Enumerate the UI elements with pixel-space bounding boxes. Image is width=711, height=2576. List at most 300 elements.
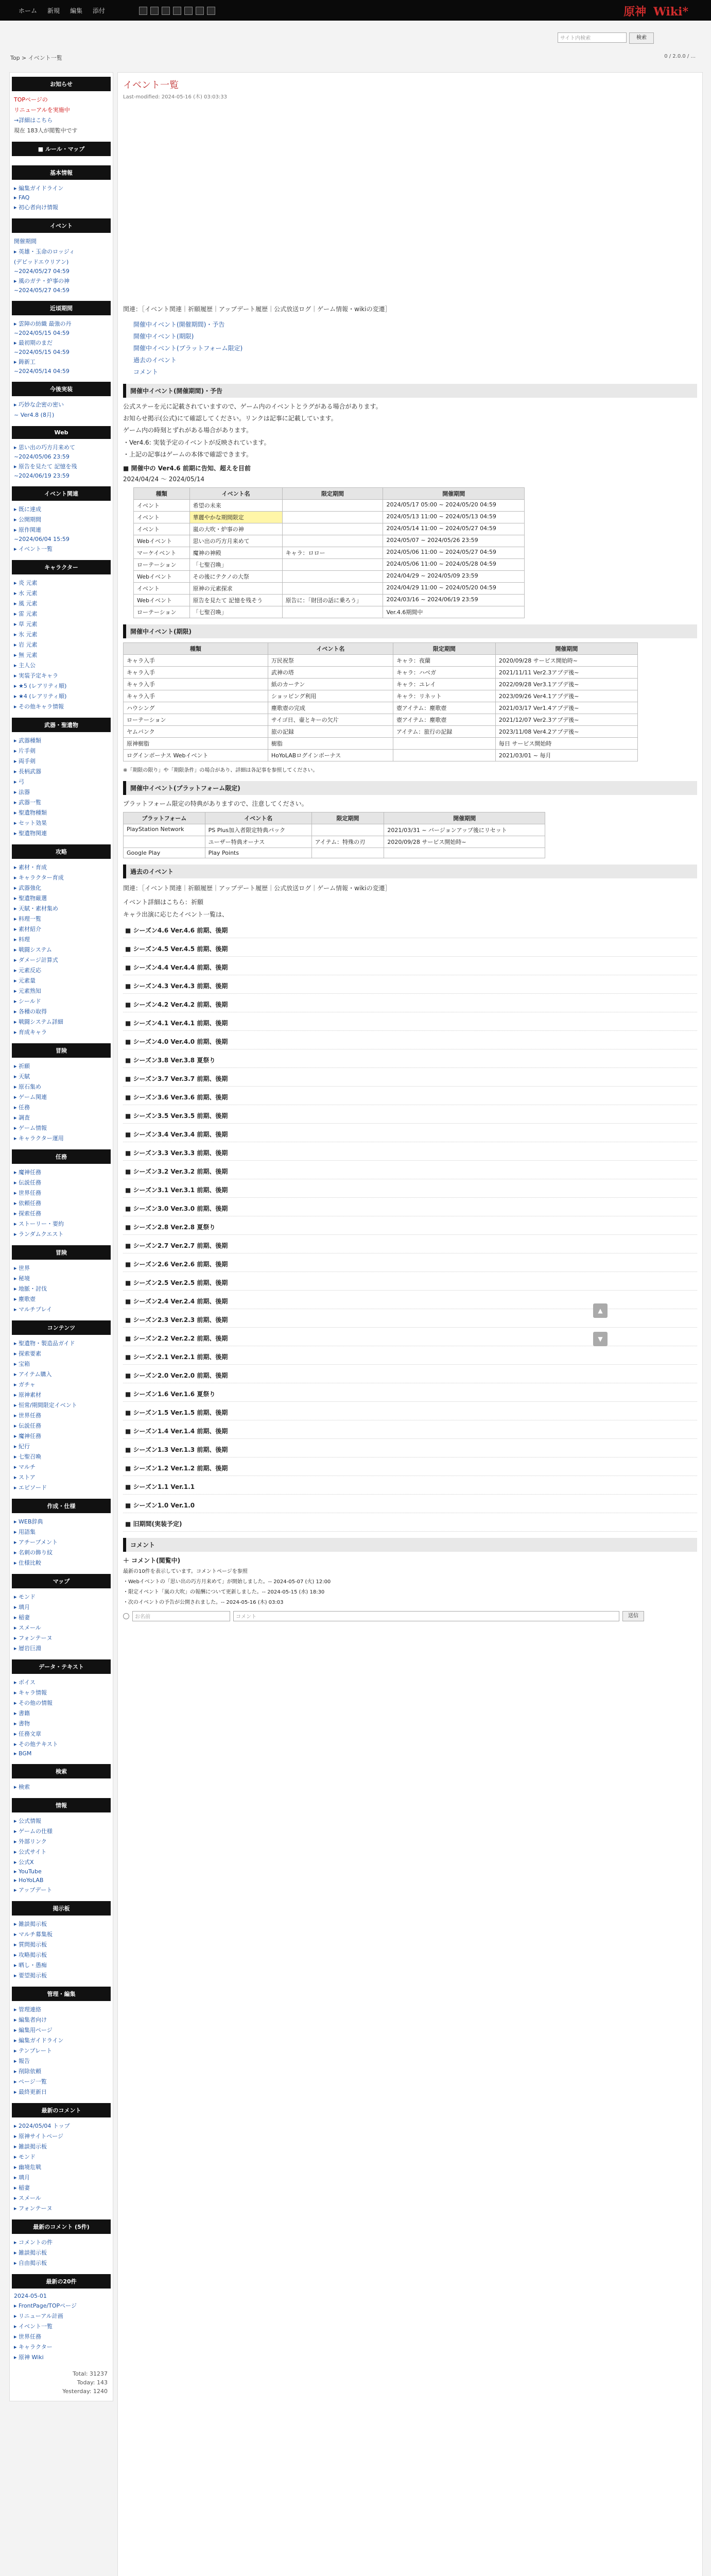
table-cell[interactable]: 紙のカーテン	[268, 679, 393, 690]
sidebar-item[interactable]: ▸ 璃月	[14, 2174, 30, 2181]
sidebar-item[interactable]: ▸ 岩 元素	[14, 641, 38, 648]
sidebar-item[interactable]: ~ Ver4.8 (8月)	[14, 412, 55, 418]
past-season-toggle[interactable]: ■ シーズン1.1 Ver.1.1	[123, 1479, 697, 1495]
past-season-toggle[interactable]: ■ シーズン2.6 Ver.2.6 前期、後期	[123, 1257, 697, 1272]
table-cell	[282, 535, 383, 547]
section-heading: 開催中イベント(期限)	[123, 624, 697, 638]
scroll-up-icon[interactable]: ▲	[593, 1303, 608, 1318]
related-links[interactable]: 関連：［イベント関連｜祈願履歴｜アップデート履歴｜公式放送ログ｜ゲーム情報・wikiの変遷］	[123, 885, 391, 892]
table-cell[interactable]: 旅の記録	[268, 726, 393, 738]
sidebar-item[interactable]: ▸ マルチプレイ	[14, 1306, 53, 1313]
sidebar-item[interactable]: ▸ 両手剣	[14, 758, 36, 765]
past-season-toggle[interactable]: ■ シーズン3.2 Ver.3.2 前期、後期	[123, 1164, 697, 1179]
sidebar-item[interactable]: ▸ ページ一覧	[14, 2078, 47, 2085]
comment-form	[123, 1611, 697, 1621]
table-cell[interactable]: 希望の未来	[189, 500, 282, 512]
sidebar-item[interactable]: ▸ 天賦・素材集め	[14, 905, 59, 912]
sidebar-item[interactable]: ▸ 原神 Wiki	[14, 2354, 44, 2361]
table-cell[interactable]: サイゴ日、壷とキーの欠片	[268, 714, 393, 726]
sidebar-item[interactable]: ▸ 天賦	[14, 1073, 30, 1080]
sidebar-item[interactable]: ~2024/06/04 15:59	[14, 536, 70, 543]
table-cell: イベント	[134, 583, 190, 595]
sidebar-item[interactable]: ▸ セット効果	[14, 820, 47, 826]
past-season-toggle[interactable]: ■ 旧期間(実装予定)	[123, 1516, 697, 1532]
sidebar-item[interactable]: ▸ 思い出の巧方月来めて	[14, 444, 76, 451]
sidebar-item[interactable]: ▸ ダメージ計算式	[14, 957, 58, 963]
sidebar-item[interactable]: ▸ 伝説任務	[14, 1179, 42, 1186]
sidebar-item[interactable]: ▸ 素材紹介	[14, 926, 42, 933]
column-header: イベント名	[189, 488, 282, 500]
past-season-toggle[interactable]: ■ シーズン4.3 Ver.4.3 前期、後期	[123, 978, 697, 994]
sidebar-item[interactable]: ▸ 炎 元素	[14, 580, 38, 586]
sidebar-item[interactable]: ▸ 巧妙な企密の密い	[14, 401, 64, 408]
table-cell: イベント	[134, 500, 190, 512]
toc-item[interactable]: 過去のイベント	[133, 357, 177, 364]
sidebar-item[interactable]: ▸ 地脈・討伐	[14, 1285, 47, 1292]
past-season-toggle[interactable]: ■ シーズン2.5 Ver.2.5 前期、後期	[123, 1275, 697, 1291]
sidebar-item[interactable]: ▸ フォンテーヌ	[14, 1635, 53, 1641]
sidebar-item[interactable]: ~2024/05/06 23:59	[14, 453, 70, 460]
sidebar-item[interactable]: ▸ ゲーム情報	[14, 1125, 47, 1131]
sidebar-item[interactable]: ▸ WEB辞典	[14, 1518, 43, 1525]
sidebar-item[interactable]: ▸ ストーリー・要約	[14, 1221, 64, 1227]
past-season-toggle[interactable]: ■ シーズン2.8 Ver.2.8 夏祭り	[123, 1219, 697, 1235]
sidebar-item[interactable]: ▸ 世界	[14, 1265, 30, 1272]
sidebar-item[interactable]: ▸ ★4 (レアリティ順)	[14, 693, 67, 700]
sidebar-item[interactable]: ▸ 編集ガイドライン	[14, 2037, 64, 2044]
table-cell[interactable]: 嵐の大吹・炉事の神	[189, 523, 282, 535]
sidebar-item[interactable]: ▸ 稲妻	[14, 2184, 30, 2191]
sidebar-item[interactable]: ▸ 元素熟知	[14, 988, 42, 994]
sidebar-item[interactable]: ▸ 要望掲示板	[14, 1972, 47, 1979]
nav-attach[interactable]: 添付	[93, 7, 106, 14]
notice-link[interactable]: →詳細はこちら	[14, 117, 53, 124]
table-cell[interactable]: ショッピング利用	[268, 690, 393, 702]
sidebar-heading: 管理・編集	[12, 1987, 111, 2001]
sidebar-item[interactable]: ▸ 公式サイト	[14, 1849, 47, 1855]
sidebar-heading: 今後実装	[12, 382, 111, 396]
sidebar-item[interactable]: ▸ 恒常/期間限定イベント	[14, 1402, 77, 1409]
tool-icon[interactable]	[139, 7, 147, 15]
table-row	[134, 535, 525, 547]
comment-item: ・限定イベント「嵐の大吹」の報酬について更新しました。-- 2024-05-15 (水) 18:30	[123, 1589, 325, 1595]
table-cell[interactable]: HoYoLABログインボーナス	[268, 750, 393, 761]
sidebar-item[interactable]: ▸ 雑談掲示板	[14, 2143, 47, 2150]
past-season-toggle[interactable]: ■ シーズン1.3 Ver.1.3 前期、後期	[123, 1442, 697, 1458]
toc-item[interactable]: 開催中イベント(期限)	[133, 333, 194, 340]
sidebar-item[interactable]: ▸ 検索	[14, 1784, 30, 1790]
sidebar-item[interactable]: ▸ 2024/05/04 トップ	[14, 2123, 70, 2129]
sidebar-item[interactable]: ▸ 自由掲示板	[14, 2260, 47, 2266]
tool-icon[interactable]	[196, 7, 204, 15]
sidebar-item[interactable]: ▸ 書物	[14, 1720, 30, 1727]
past-season-toggle[interactable]: ■ シーズン3.0 Ver.3.0 前期、後期	[123, 1201, 697, 1216]
tool-icon[interactable]	[184, 7, 193, 15]
sidebar-item[interactable]: ▸ 幽境危戦	[14, 2164, 42, 2171]
search-input[interactable]: サイト内検索	[558, 32, 627, 43]
table-cell[interactable]: 原告を見たて 記憶を残そう	[189, 595, 282, 606]
sidebar-item[interactable]: ▸ 仕様比較	[14, 1560, 42, 1566]
sidebar-item[interactable]: ▸ 雑談掲示板	[14, 1921, 47, 1927]
past-season-toggle[interactable]: ■ シーズン4.6 Ver.4.6 前期、後期	[123, 923, 697, 938]
past-season-toggle[interactable]: ■ シーズン2.7 Ver.2.7 前期、後期	[123, 1238, 697, 1253]
sidebar-heading: イベント関連	[12, 486, 111, 501]
past-season-toggle[interactable]: ■ シーズン2.0 Ver.2.0 前期、後期	[123, 1368, 697, 1383]
sidebar-item[interactable]: ▸ ボイス	[14, 1679, 36, 1686]
sidebar-item[interactable]: ▸ 聖遺物種類	[14, 809, 47, 816]
sidebar-item[interactable]: ▸ スメール	[14, 1624, 41, 1631]
tool-icon[interactable]	[173, 7, 181, 15]
sidebar-item[interactable]: ▸ 探索要素	[14, 1350, 42, 1357]
table-row	[124, 750, 638, 761]
sidebar-heading: データ・テキスト	[12, 1659, 111, 1674]
tool-icon[interactable]	[162, 7, 170, 15]
sidebar-item[interactable]: ▸ 雲陣の紡織 最強の丹	[14, 320, 72, 327]
past-season-toggle[interactable]: ■ シーズン2.1 Ver.2.1 前期、後期	[123, 1349, 697, 1365]
table-cell	[124, 836, 205, 848]
name-input[interactable]: お名前	[132, 1611, 230, 1621]
table-row	[134, 559, 525, 571]
sidebar-item[interactable]: ▸ 雷 元素	[14, 611, 38, 617]
sidebar-item[interactable]: ▸ 依頼任務	[14, 1200, 42, 1207]
sidebar-item[interactable]: ▸ 晒し・愚痴	[14, 1962, 47, 1969]
sidebar-item[interactable]: ▸ マルチ	[14, 1464, 36, 1470]
sidebar-item[interactable]: ▸ 既に達成	[14, 506, 42, 513]
sidebar-item[interactable]: ▸ 元素量	[14, 977, 36, 984]
page-title: イベント一覧	[123, 80, 179, 91]
table-row	[124, 679, 638, 690]
table-cell[interactable]: PS Plus加入者限定特典パック	[205, 824, 311, 836]
past-season-toggle[interactable]: ■ シーズン2.2 Ver.2.2 前期、後期	[123, 1331, 697, 1346]
sidebar-item[interactable]: ▸ 伝説任務	[14, 1422, 42, 1429]
table-cell: PlayStation Network	[124, 824, 205, 836]
submit-button[interactable]: 送信	[622, 1611, 644, 1621]
nav-edit[interactable]: 編集	[70, 7, 83, 14]
section-heading: 開催中イベント(プラットフォーム限定)	[123, 781, 697, 795]
sidebar-item[interactable]: ~2024/05/27 04:59	[14, 268, 70, 275]
notice-line[interactable]: リニューアルを実施中	[14, 107, 70, 113]
table-cell[interactable]: Play Points	[205, 848, 311, 858]
sidebar-item[interactable]: ▸ ゲーム関連	[14, 1094, 47, 1100]
sidebar-heading: 任務	[12, 1149, 111, 1164]
table-cell[interactable]: 「七聖召喚」	[189, 606, 282, 618]
search-button[interactable]: 検索	[629, 32, 654, 44]
sidebar-item[interactable]: ▸ 削除依頼	[14, 2068, 42, 2075]
site-logo[interactable]: 原神 Wiki*	[623, 5, 688, 19]
sidebar-item[interactable]: ▸ 聖遺物・製造品ガイド	[14, 1340, 75, 1347]
table-cell: 壺アイテム：塵歌壺	[393, 714, 495, 726]
table-cell: 2024/04/29 ~ 2024/05/09 23:59	[383, 571, 525, 583]
nav-home[interactable]: ホーム	[19, 7, 38, 14]
sidebar-item[interactable]: ▸ 層岩巨淵	[14, 1645, 42, 1652]
sidebar-item[interactable]: ▸ コメントの件	[14, 2239, 53, 2246]
past-season-toggle[interactable]: ■ シーズン4.2 Ver.4.2 前期、後期	[123, 997, 697, 1012]
sidebar-item[interactable]: 開催期間	[14, 238, 37, 245]
sidebar-item[interactable]: ▸ YouTube	[14, 1868, 42, 1875]
sidebar-item[interactable]: ▸ 稲妻	[14, 1614, 30, 1621]
column-header: 限定期間	[282, 488, 383, 500]
sidebar-item[interactable]: ▸ その他キャラ情報	[14, 703, 64, 710]
sidebar-item[interactable]: ▸ ゲームの仕様	[14, 1828, 53, 1835]
table-cell	[311, 824, 384, 836]
sidebar-item[interactable]: ▸ 攻略掲示板	[14, 1952, 47, 1958]
table-cell[interactable]: 華麗やかな期間限定	[189, 512, 282, 523]
sidebar-item[interactable]: ▸ 編集者向け	[14, 2016, 47, 2023]
sidebar-item[interactable]: ~2024/05/15 04:59	[14, 349, 70, 355]
sidebar-item[interactable]: ▸ 法器	[14, 789, 30, 795]
sidebar-item[interactable]: ▸ 紀行	[14, 1443, 30, 1450]
sidebar-item[interactable]: ▸ 原石集め	[14, 1083, 42, 1090]
sidebar-item[interactable]: ▸ 武器種類	[14, 737, 42, 744]
table-cell	[282, 512, 383, 523]
sidebar-item[interactable]: ▸ 秘境	[14, 1275, 30, 1282]
comment-toggle[interactable]: ＋ コメント(閲覧中)	[123, 1556, 181, 1564]
sidebar-item[interactable]: ▸ モンド	[14, 1594, 36, 1600]
sidebar-item[interactable]: ▸ 素材・育成	[14, 864, 47, 871]
sidebar-item[interactable]: ▸ アチーブメント	[14, 1539, 58, 1546]
sidebar-item[interactable]: ▸ 片手剣	[14, 748, 36, 754]
table-cell[interactable]: その後にテクノの大祭	[189, 571, 282, 583]
table-cell[interactable]: 万民祝祭	[268, 655, 393, 667]
sidebar-item[interactable]: ▸ 魔神任務	[14, 1433, 42, 1439]
past-season-toggle[interactable]: ■ シーズン3.1 Ver.3.1 前期、後期	[123, 1182, 697, 1198]
sidebar-item[interactable]: ▸ 育成キャラ	[14, 1029, 47, 1036]
sidebar-heading: 検索	[12, 1764, 111, 1778]
table-cell[interactable]: ユーザー特典オーナス	[205, 836, 311, 848]
sidebar-item[interactable]: ▸ 水 元素	[14, 590, 38, 597]
radio-icon[interactable]	[123, 1613, 129, 1619]
table-cell[interactable]: 塵歌壺の完成	[268, 702, 393, 714]
sidebar-item[interactable]: ▸ 料理一覧	[14, 916, 42, 922]
sidebar-item[interactable]: ▸ 最初期のまだ	[14, 340, 53, 346]
table-cell	[311, 848, 384, 858]
table-cell: ハウシング	[124, 702, 268, 714]
sidebar-item[interactable]: ▸ 草 元素	[14, 621, 38, 628]
sidebar-item[interactable]: ▸ イベント一覧	[14, 2323, 53, 2330]
past-season-toggle[interactable]: ■ シーズン1.6 Ver.1.6 夏祭り	[123, 1386, 697, 1402]
related-links[interactable]: 関連：［イベント関連｜祈願履歴｜アップデート履歴｜公式放送ログ｜ゲーム情報・wikiの変遷］	[123, 306, 391, 313]
sidebar-heading: イベント	[12, 218, 111, 233]
comment-input[interactable]: コメント	[233, 1611, 619, 1621]
table-cell: Ver.4.6期間中	[383, 606, 525, 618]
sidebar-item[interactable]: ▸ マルチ募集板	[14, 1931, 53, 1938]
sidebar-item[interactable]: ▸ 魔神任務	[14, 1169, 42, 1176]
sidebar-item[interactable]: ▸ 原神素材	[14, 1392, 42, 1398]
past-season-toggle[interactable]: ■ シーズン4.4 Ver.4.4 前期、後期	[123, 960, 697, 975]
sidebar-item[interactable]: ▸ FrontPage/TOPページ	[14, 2302, 77, 2309]
sidebar-item[interactable]: ▸ FAQ	[14, 194, 30, 201]
sidebar-item[interactable]: ▸ 弓	[14, 778, 25, 785]
sidebar-item[interactable]: ▸ 公開期間	[14, 516, 42, 523]
sidebar-item[interactable]: ▸ 管理連絡	[14, 2006, 42, 2013]
sidebar-item[interactable]: ▸ HoYoLAB	[14, 1877, 44, 1884]
table-cell: キャラ入手	[124, 679, 268, 690]
sidebar-item[interactable]: ▸ 調査	[14, 1114, 30, 1121]
sidebar-item[interactable]: ▸ 風 元素	[14, 600, 38, 607]
column-header: 種類	[134, 488, 190, 500]
sidebar-item[interactable]: ▸ モンド	[14, 2154, 36, 2160]
sidebar-item[interactable]: ▸ 聖遺物関連	[14, 830, 47, 837]
sidebar-item[interactable]: ▸ 名刺の飾り紋	[14, 1549, 53, 1556]
sidebar-item[interactable]: ▸ リニューアル計画	[14, 2313, 63, 2319]
table-cell	[393, 738, 495, 750]
sidebar-item[interactable]: 2024-05-01	[14, 2293, 47, 2299]
past-season-toggle[interactable]: ■ シーズン2.3 Ver.2.3 前期、後期	[123, 1312, 697, 1328]
sidebar-item[interactable]: ▸ 書籍	[14, 1710, 30, 1717]
sidebar-item[interactable]: ▸ フォンテーヌ	[14, 2205, 53, 2212]
sidebar-item[interactable]: ▸ 原作関連	[14, 527, 42, 533]
sidebar-item[interactable]: ▸ ガチャ	[14, 1381, 36, 1388]
sidebar-item[interactable]: ▸ 氷 元素	[14, 631, 38, 638]
table-cell: Webイベント	[134, 595, 190, 606]
sidebar-item[interactable]: ▸ 編集用ページ	[14, 2027, 53, 2033]
toc-item[interactable]: 開催中イベント(プラットフォーム限定)	[133, 345, 243, 352]
sidebar-item[interactable]: ▸ 実装予定キャラ	[14, 672, 59, 679]
sidebar-item[interactable]: ▸ 英雄・玉命のロッジィ	[14, 248, 75, 255]
sidebar-item[interactable]: ▸ ★5 (レアリティ順)	[14, 683, 67, 689]
sidebar-item[interactable]: ▸ 原告を見たて 記憶を残	[14, 463, 77, 470]
table-cell: アイテム：特殊の刃	[311, 836, 384, 848]
sidebar-item[interactable]: ▸ 外部リンク	[14, 1838, 47, 1845]
sidebar-item[interactable]: ▸ 報告	[14, 2058, 30, 2064]
past-season-toggle[interactable]: ■ シーズン3.5 Ver.3.5 前期、後期	[123, 1108, 697, 1124]
sidebar-item[interactable]: ▸ テンプレート	[14, 2047, 53, 2054]
column-header: イベント名	[268, 643, 393, 655]
sidebar-item[interactable]: ▸ 料理	[14, 936, 30, 943]
tool-icon[interactable]	[207, 7, 215, 15]
past-season-toggle[interactable]: ■ シーズン3.4 Ver.3.4 前期、後期	[123, 1127, 697, 1142]
sidebar-item[interactable]: ▸ 鋳新工	[14, 359, 36, 365]
sidebar-item[interactable]: ▸ 塵歌壺	[14, 1296, 36, 1302]
sidebar-item[interactable]: ▸ 質問掲示板	[14, 1941, 47, 1948]
table-cell	[282, 571, 383, 583]
nav-new[interactable]: 新規	[47, 7, 60, 14]
table-cell[interactable]: 思い出の巧方月来めて	[189, 535, 282, 547]
sidebar-item[interactable]: ▸ 七聖召喚	[14, 1453, 42, 1460]
past-season-toggle[interactable]: ■ シーズン1.5 Ver.1.5 前期、後期	[123, 1405, 697, 1420]
sidebar-item[interactable]: ▸ 風のガテ・炉事の神	[14, 278, 70, 284]
breadcrumb[interactable]: Top > イベント一覧	[10, 55, 62, 61]
sidebar-item[interactable]: ▸ 世界任務	[14, 1412, 42, 1419]
sidebar-item[interactable]: ~2024/05/15 04:59	[14, 330, 70, 336]
sidebar-item[interactable]: ▸ 元素反応	[14, 967, 42, 974]
sidebar-item[interactable]: ~2024/05/27 04:59	[14, 287, 70, 294]
sidebar-item[interactable]: ▸ 戦闘システム	[14, 946, 52, 953]
sidebar-item[interactable]: ▸ 最終更新日	[14, 2089, 47, 2095]
past-season-toggle[interactable]: ■ シーズン4.1 Ver.4.1 前期、後期	[123, 1015, 697, 1031]
sidebar-item[interactable]: ▸ 宝箱	[14, 1361, 30, 1367]
sidebar-item[interactable]: ▸ 編集ガイドライン	[14, 185, 64, 192]
sidebar-heading: 基本情報	[12, 165, 111, 180]
sidebar-item[interactable]: ▸ ランダムクエスト	[14, 1231, 64, 1238]
sidebar-item[interactable]: (デビッドエウリアン)	[14, 259, 69, 265]
tool-icon[interactable]	[150, 7, 159, 15]
past-season-toggle[interactable]: ■ シーズン3.7 Ver.3.7 前期、後期	[123, 1071, 697, 1087]
sidebar-item[interactable]: ▸ その他テキスト	[14, 1741, 58, 1748]
sidebar-item[interactable]: ▸ 用語集	[14, 1529, 36, 1535]
viewer-count: 現在 183人が閲覧中です	[14, 127, 78, 134]
paragraph: 公式ステーを元に記載されていますので、ゲーム内のイベントとラグがある場合があります。	[123, 403, 382, 410]
sidebar-item[interactable]: ▸ 任務文章	[14, 1731, 42, 1737]
comment-item: ・Webイベントの「思い出の巧方月来めて」が開始しました。-- 2024-05-07 (火) 12:00	[123, 1579, 331, 1585]
sidebar-item[interactable]: ▸ スメール	[14, 2195, 41, 2201]
sidebar-item[interactable]: ▸ 公式情報	[14, 1818, 42, 1824]
sidebar-item[interactable]: ▸ 戦闘システム詳細	[14, 1019, 63, 1025]
sidebar-heading: 情報	[12, 1798, 111, 1812]
sidebar-item[interactable]: ▸ 初心者向け情報	[14, 204, 59, 211]
sidebar-item[interactable]: ▸ 無 元素	[14, 652, 38, 658]
sidebar-item[interactable]: ▸ 雑談掲示板	[14, 2249, 47, 2256]
past-season-toggle[interactable]: ■ シーズン1.4 Ver.1.4 前期、後期	[123, 1423, 697, 1439]
sidebar-item[interactable]: ▸ 武器強化	[14, 885, 42, 891]
sidebar-item[interactable]: ▸ シールド	[14, 998, 41, 1005]
past-season-toggle[interactable]: ■ シーズン4.5 Ver.4.5 前期、後期	[123, 941, 697, 957]
table-cell[interactable]: 武神の塔	[268, 667, 393, 679]
sidebar-heading: 作成・仕様	[12, 1499, 111, 1513]
sidebar-item[interactable]: ▸ キャラクター	[14, 2344, 53, 2350]
sidebar-item[interactable]: ▸ 主人公	[14, 662, 36, 669]
toc-item[interactable]: コメント	[133, 368, 159, 376]
past-season-toggle[interactable]: ■ シーズン2.4 Ver.2.4 前期、後期	[123, 1294, 697, 1309]
sidebar-item[interactable]: ▸ ストア	[14, 1474, 36, 1481]
sidebar-item[interactable]: ▸ 原神サイトページ	[14, 2133, 64, 2140]
column-header: 開催期間	[495, 643, 637, 655]
scroll-down-icon[interactable]: ▼	[593, 1332, 608, 1346]
sidebar-item[interactable]: ~2024/05/14 04:59	[14, 368, 70, 375]
sidebar-item[interactable]: ▸ アイテム購入	[14, 1371, 52, 1378]
sidebar-item[interactable]: ▸ 任務	[14, 1104, 30, 1111]
sidebar-item[interactable]: ▸ キャラ情報	[14, 1689, 47, 1696]
sidebar-item[interactable]: ▸ 祈願	[14, 1063, 30, 1070]
table-cell[interactable]: 樹脂	[268, 738, 393, 750]
past-season-toggle[interactable]: ■ シーズン1.0 Ver.1.0	[123, 1498, 697, 1513]
subsection-heading: ■ 開催中の Ver4.6 前期に告知、超えを目前	[123, 464, 251, 472]
table-cell[interactable]: 原神の元素探求	[189, 583, 282, 595]
sidebar-item[interactable]: ~2024/06/19 23:59	[14, 472, 70, 479]
paragraph: キャラ出演に応じたイベント一覧は、	[123, 910, 229, 918]
past-season-toggle[interactable]: ■ シーズン3.8 Ver.3.8 夏祭り	[123, 1053, 697, 1068]
sidebar-item[interactable]: ▸ エピソード	[14, 1484, 47, 1491]
table-cell: イベント	[134, 523, 190, 535]
table-cell	[282, 559, 383, 571]
past-season-toggle[interactable]: ■ シーズン3.6 Ver.3.6 前期、後期	[123, 1090, 697, 1105]
past-season-toggle[interactable]: ■ シーズン3.3 Ver.3.3 前期、後期	[123, 1145, 697, 1161]
sidebar-item[interactable]: ▸ キャラクター運用	[14, 1135, 64, 1142]
sidebar-item[interactable]: ▸ 聖遺物厳選	[14, 895, 47, 902]
sidebar-item[interactable]: ▸ その他の情報	[14, 1700, 53, 1706]
past-season-toggle[interactable]: ■ シーズン1.2 Ver.1.2 前期、後期	[123, 1461, 697, 1476]
table-cell[interactable]: 魔神の神殿	[189, 547, 282, 559]
sidebar-item[interactable]: ▸ 世界任務	[14, 2333, 42, 2340]
table-cell: 2024/04/29 11:00 ~ 2024/05/20 04:59	[383, 583, 525, 595]
past-season-toggle[interactable]: ■ シーズン4.0 Ver.4.0 前期、後期	[123, 1034, 697, 1049]
sidebar-item[interactable]: ▸ 各種の取得	[14, 1008, 47, 1015]
sidebar-item[interactable]: ▸ キャラクター育成	[14, 874, 64, 881]
sidebar-item[interactable]: ▸ 探索任務	[14, 1210, 42, 1217]
sidebar-item[interactable]: ▸ 長柄武器	[14, 768, 42, 775]
sidebar-item[interactable]: ▸ アップデート	[14, 1887, 53, 1893]
toc-item[interactable]: 開催中イベント(開催期間)・予告	[133, 321, 225, 328]
sidebar-item[interactable]: ▸ イベント一覧	[14, 546, 53, 552]
sidebar-item[interactable]: ▸ 武器一覧	[14, 799, 42, 806]
table-cell[interactable]: 「七聖召喚」	[189, 559, 282, 571]
notice-line[interactable]: TOPページの	[14, 96, 48, 103]
sidebar-item[interactable]: ▸ 公式X	[14, 1859, 34, 1866]
sidebar-item[interactable]: ▸ BGM	[14, 1750, 32, 1757]
sidebar-heading: 最新の20件	[12, 2274, 111, 2289]
sidebar-item[interactable]: ▸ 世界任務	[14, 1190, 42, 1196]
sidebar-item[interactable]: ▸ 璃月	[14, 1604, 30, 1611]
